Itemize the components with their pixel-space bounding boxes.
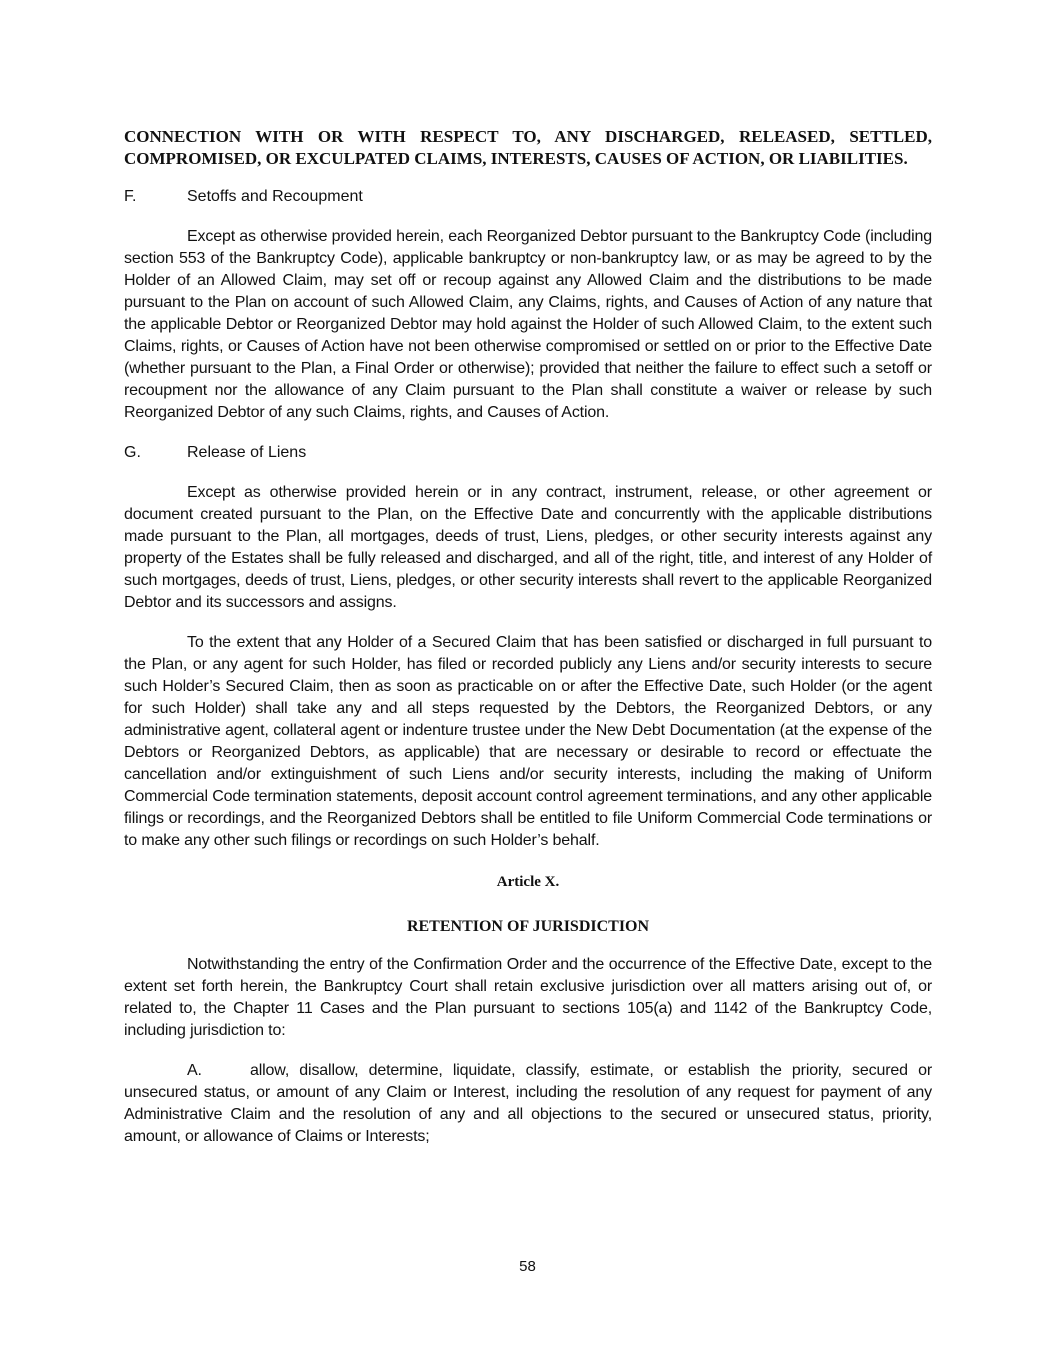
list-item-text: allow, disallow, determine, liquidate, classify, estimate, or establish the priority, secured or unsecured status, or amount of any Claim or Interest, including the resolution of any request for payment of any Administrative Claim and the resolution of any and all objections to the secured or unsecured status, priority, amount, or allowance of Claims or Interests; xyxy=(124,1062,932,1145)
section-f-heading xyxy=(124,186,932,208)
section-g-title: Release of Liens xyxy=(187,444,307,461)
page-number: 58 xyxy=(519,1258,536,1275)
article-title: RETENTION OF JURISDICTION xyxy=(406,918,650,935)
section-g-paragraph-1: Except as otherwise provided herein or in any contract, instrument, release, or other agreement or document created pursuant to the Plan, on the Effective Date and concurrently with the applicable distributions made pursuant to the Plan, all mortgages, deeds of trust, Liens, pledges, or other security interests against any property of the Estates shall be fully released and discharged, and all of the right, title, and interest of any Holder of such mortgages, deeds of trust, Liens, pledges, or other security interests shall revert to the applicable Reorganized Debtor and its successors and assigns. xyxy=(124,484,932,611)
document-page xyxy=(124,126,932,1148)
list-item-letter: A. xyxy=(187,1062,202,1079)
heading-continuation: CONNECTION WITH OR WITH RESPECT TO, ANY DISCHARGED, RELEASED, SETTLED, COMPROMISED, OR EXCULPATED CLAIMS, INTERESTS, CAUSES OF ACTION, OR LIABILITIES. xyxy=(124,127,932,168)
section-f-letter: F. xyxy=(124,188,137,205)
article-intro-paragraph: Notwithstanding the entry of the Confirmation Order and the occurrence of the Effective Date, except to the extent set forth herein, the Bankruptcy Court shall retain exclusive jurisdiction over all matters arising out of, or related to, the Chapter 11 Cases and the Plan pursuant to sections 105(a) and 1142 of the Bankruptcy Code, including jurisdiction to: xyxy=(124,956,932,1039)
section-g-heading xyxy=(124,442,932,464)
list-item xyxy=(124,1060,932,1148)
section-f-title: Setoffs and Recoupment xyxy=(187,188,363,205)
section-g-letter: G. xyxy=(124,444,141,461)
article-label: Article X. xyxy=(496,874,560,890)
section-g-paragraph-2: To the extent that any Holder of a Secured Claim that has been satisfied or discharged in full pursuant to the Plan, or any agent for such Holder, has filed or recorded publicly any Liens and/or security interests to secure such Holder’s Secured Claim, then as soon as practicable on or after the Effective Date, such Holder (or the agent for such Holder) shall take any and all steps requested by the Debtors, the Reorganized Debtors, or any administrative agent, collateral agent or indenture trustee under the New Debt Documentation (at the expense of the Debtors or Reorganized Debtors, as applicable) that are necessary or desirable to record or effectuate the cancellation and/or extinguishment of such Liens and/or security interests, including the making of Uniform Commercial Code termination statements, deposit account control agreement terminations, and any other applicable filings or recordings, and the Reorganized Debtors shall be entitled to file Uniform Commercial Code terminations or to make any other such filings or recordings on such Holder’s behalf. xyxy=(124,634,932,849)
section-f-paragraph: Except as otherwise provided herein, each Reorganized Debtor pursuant to the Bankruptcy Code (including section 553 of the Bankruptcy Code), applicable bankruptcy or non-bankruptcy law, or as may be agreed to by the Holder of an Allowed Claim, may set off or recoup against any Allowed Claim and the distributions to be made pursuant to the Plan on account of such Allowed Claim, any Claims, rights, and Causes of Action of any nature that the applicable Debtor or Reorganized Debtor may hold against the Holder of such Allowed Claim, to the extent such Claims, rights, or Causes of Action have not been otherwise compromised or settled on or prior to the Effective Date (whether pursuant to the Plan, a Final Order or otherwise); provided that neither the failure to effect such a setoff or recoupment nor the allowance of any Claim pursuant to the Plan shall constitute a waiver or release by such Reorganized Debtor of any such Claims, rights, and Causes of Action. xyxy=(124,228,932,421)
